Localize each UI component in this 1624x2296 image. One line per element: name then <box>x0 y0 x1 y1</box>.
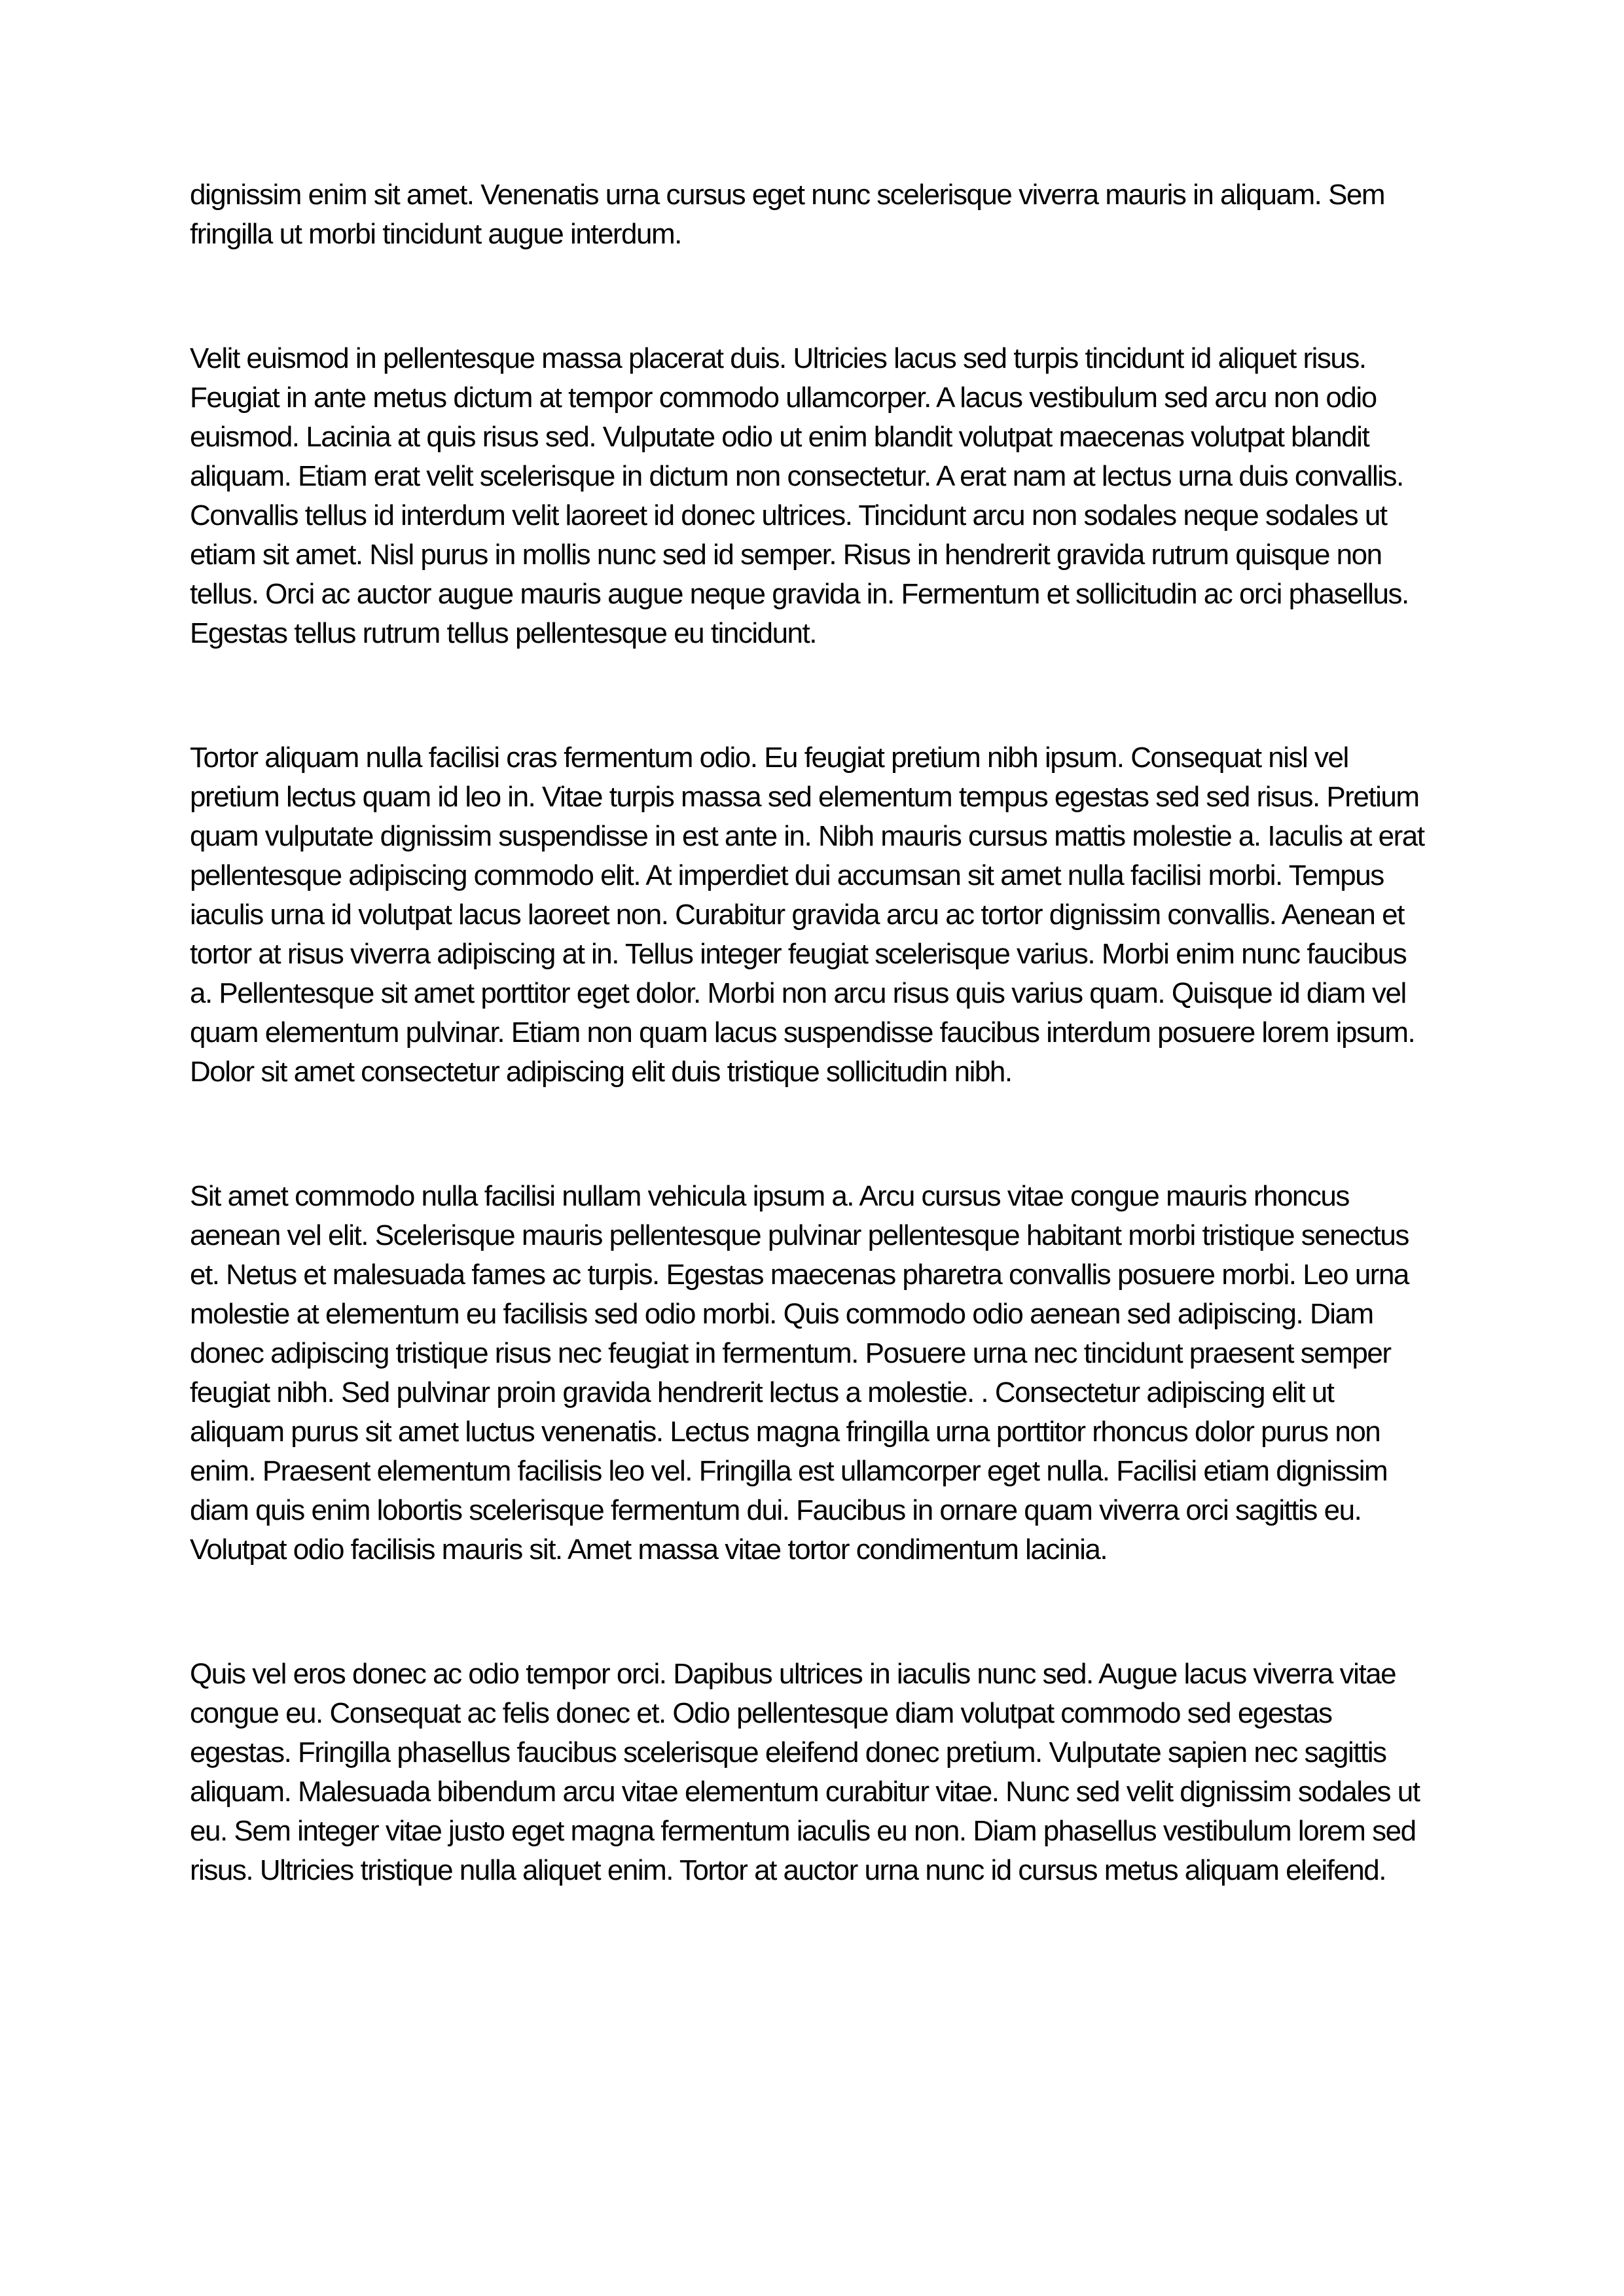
paragraph-4: Sit amet commodo nulla facilisi nullam vehicula ipsum a. Arcu cursus vitae congue mauris rhoncus aenean vel elit. Scelerisque mauris pellentesque pulvinar pellentesque habitant morbi tristique senectus et. Netus et malesuada fames ac turpis. Egestas maecenas pharetra convallis posuere morbi. Leo urna molestie at elementum eu facilisis sed odio morbi. Quis commodo odio aenean sed adipiscing. Diam donec adipiscing tristique risus nec feugiat in fermentum. Posuere urna nec tincidunt praesent semper feugiat nibh. Sed pulvinar proin gravida hendrerit lectus a molestie. . Consectetur adipiscing elit ut aliquam purus sit amet luctus venenatis. Lectus magna fringilla urna porttitor rhoncus dolor purus non enim. Praesent elementum facilisis leo vel. Fringilla est ullamcorper eget nulla. Facilisi etiam dignissim diam quis enim lobortis scelerisque fermentum dui. Faucibus in ornare quam viverra orci sagittis eu. Volutpat odio facilisis mauris sit. Amet massa vitae tortor condimentum lacinia. <box>190 1180 1409 1566</box>
document-body-text <box>190 175 1430 1890</box>
paragraph-3: Tortor aliquam nulla facilisi cras fermentum odio. Eu feugiat pretium nibh ipsum. Consequat nisl vel pretium lectus quam id leo in. Vitae turpis massa sed elementum tempus egestas sed sed risus. Pretium quam vulputate dignissim suspendisse in est ante in. Nibh mauris cursus mattis molestie a. Iaculis at erat pellentesque adipiscing commodo elit. At imperdiet dui accumsan sit amet nulla facilisi morbi. Tempus iaculis urna id volutpat lacus laoreet non. Curabitur gravida arcu ac tortor dignissim convallis. Aenean et tortor at risus viverra adipiscing at in. Tellus integer feugiat scelerisque varius. Morbi enim nunc faucibus a. Pellentesque sit amet porttitor eget dolor. Morbi non arcu risus quis varius quam. Quisque id diam vel quam elementum pulvinar. Etiam non quam lacus suspendisse faucibus interdum posuere lorem ipsum. Dolor sit amet consectetur adipiscing elit duis tristique sollicitudin nibh. <box>190 742 1424 1088</box>
paragraph-1: dignissim enim sit amet. Venenatis urna cursus eget nunc scelerisque viverra mauris in aliquam. Sem fringilla ut morbi tincidunt augue interdum. <box>190 179 1385 250</box>
paragraph-5: Quis vel eros donec ac odio tempor orci. Dapibus ultrices in iaculis nunc sed. Augue lacus viverra vitae congue eu. Consequat ac felis donec et. Odio pellentesque diam volutpat commodo sed egestas egestas. Fringilla phasellus faucibus scelerisque eleifend donec pretium. Vulputate sapien nec sagittis aliquam. Malesuada bibendum arcu vitae elementum curabitur vitae. Nunc sed velit dignissim sodales ut eu. Sem integer vitae justo eget magna fermentum iaculis eu non. Diam phasellus vestibulum lorem sed risus. Ultricies tristique nulla aliquet enim. Tortor at auctor urna nunc id cursus metus aliquam eleifend. <box>190 1658 1420 1886</box>
paragraph-2: Velit euismod in pellentesque massa placerat duis. Ultricies lacus sed turpis tincidunt id aliquet risus. Feugiat in ante metus dictum at tempor commodo ullamcorper. A lacus vestibulum sed arcu non odio euismod. Lacinia at quis risus sed. Vulputate odio ut enim blandit volutpat maecenas volutpat blandit aliquam. Etiam erat velit scelerisque in dictum non consectetur. A erat nam at lectus urna duis convallis. Convallis tellus id interdum velit laoreet id donec ultrices. Tincidunt arcu non sodales neque sodales ut etiam sit amet. Nisl purus in mollis nunc sed id semper. Risus in hendrerit gravida rutrum quisque non tellus. Orci ac auctor augue mauris augue neque gravida in. Fermentum et sollicitudin ac orci phasellus. Egestas tellus rutrum tellus pellentesque eu tincidunt. <box>190 342 1409 649</box>
